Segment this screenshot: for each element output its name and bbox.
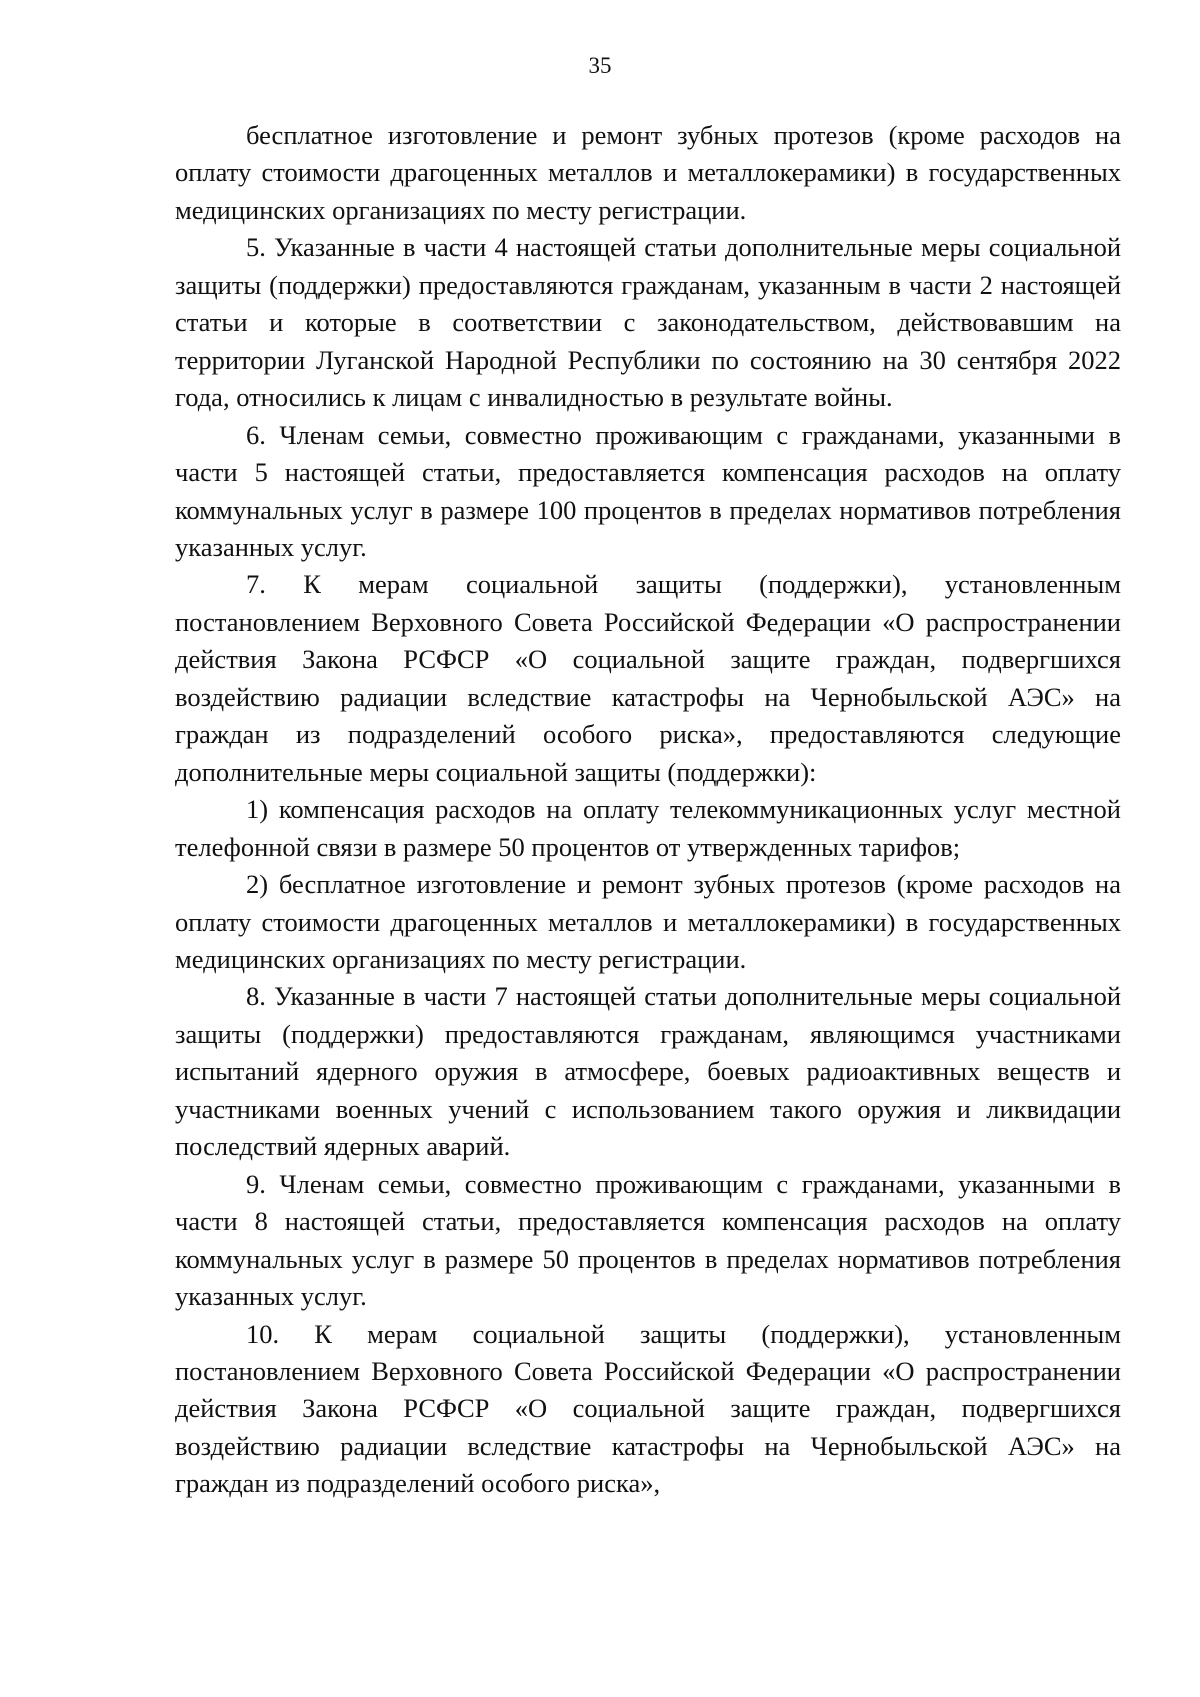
document-body bbox=[175, 117, 1121, 1503]
page-number: 35 bbox=[588, 53, 612, 78]
paragraph-part-8: 8. Указанные в части 7 настоящей статьи дополнительные меры социальной защиты (поддержки) предоставляются гражданам, являющимся участниками испытаний ядерного оружия в атмосфере, боевых радиоактивных веществ и участниками военных учений с использованием такого оружия и ликвидации последствий ядерных аварий. bbox=[175, 981, 1121, 1162]
paragraph-part-7-item-2: 2) бесплатное изготовление и ремонт зубных протезов (кроме расходов на оплату стоимости драгоценных металлов и металлокерамики) в государственных медицинских организациях по месту регистрации. bbox=[175, 869, 1121, 974]
paragraph-part-10: 10. К мерам социальной защиты (поддержки), установленным постановлением Верховного Совета Российской Федерации «О распространении действия Закона РСФСР «О социальной защите граждан, подвергшихся воздействию радиации вследствие катастрофы на Чернобыльской АЭС» на граждан из подразделений особого риска», bbox=[175, 1318, 1121, 1499]
paragraph-part-7: 7. К мерам социальной защиты (поддержки), установленным постановлением Верховного Совета Российской Федерации «О распространении действия Закона РСФСР «О социальной защите граждан, подвергшихся воздействию радиации вследствие катастрофы на Чернобыльской АЭС» на граждан из подразделений особого риска», предоставляются следующие дополнительные меры социальной защиты (поддержки): bbox=[175, 569, 1121, 787]
paragraph-part-7-item-1: 1) компенсация расходов на оплату телекоммуникационных услуг местной телефонной связи в размере 50 процентов от утвержденных тарифов; bbox=[175, 794, 1121, 862]
paragraph-part-5: 5. Указанные в части 4 настоящей статьи дополнительные меры социальной защиты (поддержки) предоставляются гражданам, указанным в части 2 настоящей статьи и которые в соответствии с законодательством, действовавшим на территории Луганской Народной Республики по состоянию на 30 сентября 2022 года, относились к лицам с инвалидностью в результате войны. bbox=[175, 232, 1121, 413]
paragraph-part-9: 9. Членам семьи, совместно проживающим с гражданами, указанными в части 8 настоящей статьи, предоставляется компенсация расходов на оплату коммунальных услуг в размере 50 процентов в пределах нормативов потребления указанных услуг. bbox=[175, 1168, 1121, 1312]
paragraph-part-6: 6. Членам семьи, совместно проживающим с гражданами, указанными в части 5 настоящей статьи, предоставляется компенсация расходов на оплату коммунальных услуг в размере 100 процентов в пределах нормативов потребления указанных услуг. bbox=[175, 419, 1121, 562]
paragraph-dental-prosthetics-continued: бесплатное изготовление и ремонт зубных протезов (кроме расходов на оплату стоимости драгоценных металлов и металлокерамики) в государственных медицинских организациях по месту регистрации. bbox=[175, 120, 1121, 225]
